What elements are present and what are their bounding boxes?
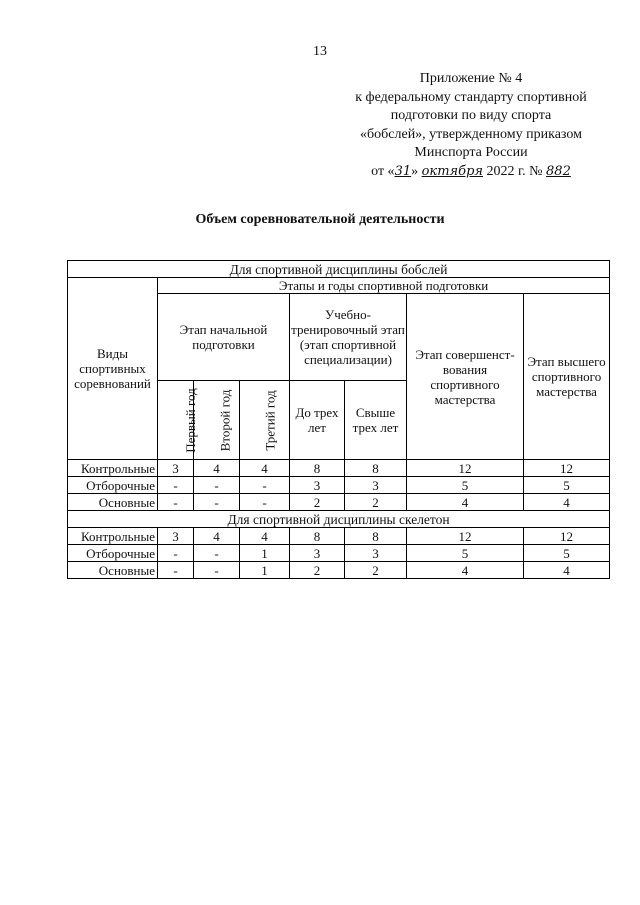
year-third-header bbox=[240, 381, 290, 460]
table-cell: - bbox=[158, 494, 194, 511]
table-row bbox=[68, 477, 610, 494]
table-cell: 4 bbox=[240, 460, 290, 477]
row-header-label: Виды спортивных соревнований bbox=[74, 346, 151, 391]
table-row bbox=[68, 528, 610, 545]
table-cell: 5 bbox=[524, 477, 610, 494]
row-label: Основные bbox=[68, 562, 158, 579]
table-cell: 4 bbox=[407, 494, 524, 511]
table-cell: 4 bbox=[240, 528, 290, 545]
table-cell: 5 bbox=[407, 477, 524, 494]
table-cell: 8 bbox=[345, 460, 407, 477]
appendix-line: Минспорта России bbox=[414, 145, 528, 160]
appendix-line: подготовки по виду спорта bbox=[390, 108, 552, 123]
stages-header: Этапы и годы спортивной подготовки bbox=[158, 278, 610, 294]
table-cell: 4 bbox=[194, 528, 240, 545]
table-cell: 4 bbox=[194, 460, 240, 477]
date-close: » bbox=[411, 163, 419, 179]
order-date-line bbox=[330, 163, 612, 182]
row-label: Контрольные bbox=[68, 528, 158, 545]
table-cell: 12 bbox=[407, 528, 524, 545]
discipline-header-skeleton: Для спортивной дисциплины скелетон bbox=[68, 511, 610, 528]
table-cell: 2 bbox=[290, 494, 345, 511]
table-cell: 3 bbox=[290, 545, 345, 562]
order-year: 2022 г. № bbox=[486, 163, 543, 179]
table-cell: 1 bbox=[240, 562, 290, 579]
table-cell: 3 bbox=[345, 545, 407, 562]
table-cell: - bbox=[194, 545, 240, 562]
table-cell: 2 bbox=[345, 494, 407, 511]
table-cell: 2 bbox=[290, 562, 345, 579]
stage-higher-header: Этап высшего спортивного мастерства bbox=[524, 294, 610, 460]
year-third-label: Третий год bbox=[262, 389, 278, 451]
table-cell: - bbox=[158, 545, 194, 562]
table-cell: 8 bbox=[290, 528, 345, 545]
appendix-line: «бобслей», утвержденному приказом bbox=[360, 126, 582, 142]
table-cell: - bbox=[194, 562, 240, 579]
table-cell: 1 bbox=[240, 545, 290, 562]
row-label: Отборочные bbox=[68, 477, 158, 494]
table-row bbox=[68, 494, 610, 511]
table-cell: 4 bbox=[524, 494, 610, 511]
row-label: Основные bbox=[68, 494, 158, 511]
table-cell: 12 bbox=[407, 460, 524, 477]
table-cell: 12 bbox=[524, 460, 610, 477]
table-cell: - bbox=[158, 562, 194, 579]
year-second-label: Второй год bbox=[217, 389, 233, 451]
stage-perfection-header: Этап совершенст-вования спортивного мастерства bbox=[407, 294, 524, 460]
table-cell: 5 bbox=[524, 545, 610, 562]
table-cell: 4 bbox=[407, 562, 524, 579]
competition-volume-table bbox=[67, 260, 610, 579]
table-cell: - bbox=[194, 477, 240, 494]
year-first-header bbox=[158, 381, 198, 460]
table-cell: - bbox=[158, 477, 194, 494]
row-label: Отборочные bbox=[68, 545, 158, 562]
table-cell: 4 bbox=[524, 562, 610, 579]
row-label: Контрольные bbox=[68, 460, 158, 477]
table-cell: - bbox=[240, 477, 290, 494]
table-cell: - bbox=[240, 494, 290, 511]
table-cell: 3 bbox=[290, 477, 345, 494]
stage-initial-header: Этап начальной подготовки bbox=[158, 294, 290, 381]
discipline-header-bobsleigh: Для спортивной дисциплины бобслей bbox=[68, 261, 610, 278]
appendix-block bbox=[330, 70, 612, 181]
appendix-title: Приложение № 4 bbox=[419, 71, 523, 86]
table-row bbox=[68, 460, 610, 477]
document-title: Объем соревновательной деятельности bbox=[195, 212, 445, 227]
table-cell: - bbox=[194, 494, 240, 511]
year-second-header bbox=[194, 381, 240, 460]
date-prefix: от « bbox=[371, 163, 395, 179]
table-cell: 3 bbox=[158, 528, 194, 545]
stage-training-header: Учебно-тренировочный этап (этап спортивной специализации) bbox=[290, 294, 407, 381]
table-row bbox=[68, 545, 610, 562]
handwritten-month: октября bbox=[421, 163, 483, 179]
table-cell: 3 bbox=[345, 477, 407, 494]
handwritten-order-number: 882 bbox=[546, 163, 571, 179]
table-row bbox=[68, 562, 610, 579]
appendix-line: к федеральному стандарту спортивной bbox=[355, 89, 587, 105]
over-three-years-header: Свыше трех лет bbox=[345, 381, 407, 460]
table-cell: 2 bbox=[345, 562, 407, 579]
table-cell: 3 bbox=[158, 460, 194, 477]
table-cell: 8 bbox=[345, 528, 407, 545]
handwritten-day: 31 bbox=[394, 163, 412, 179]
row-header-cell bbox=[68, 278, 158, 460]
page-number: 13 bbox=[313, 44, 327, 59]
table-cell: 5 bbox=[407, 545, 524, 562]
table-cell: 8 bbox=[290, 460, 345, 477]
year-first-label: Первый год bbox=[182, 387, 198, 453]
up-to-three-years-header: До трех лет bbox=[290, 381, 345, 460]
table-cell: 12 bbox=[524, 528, 610, 545]
